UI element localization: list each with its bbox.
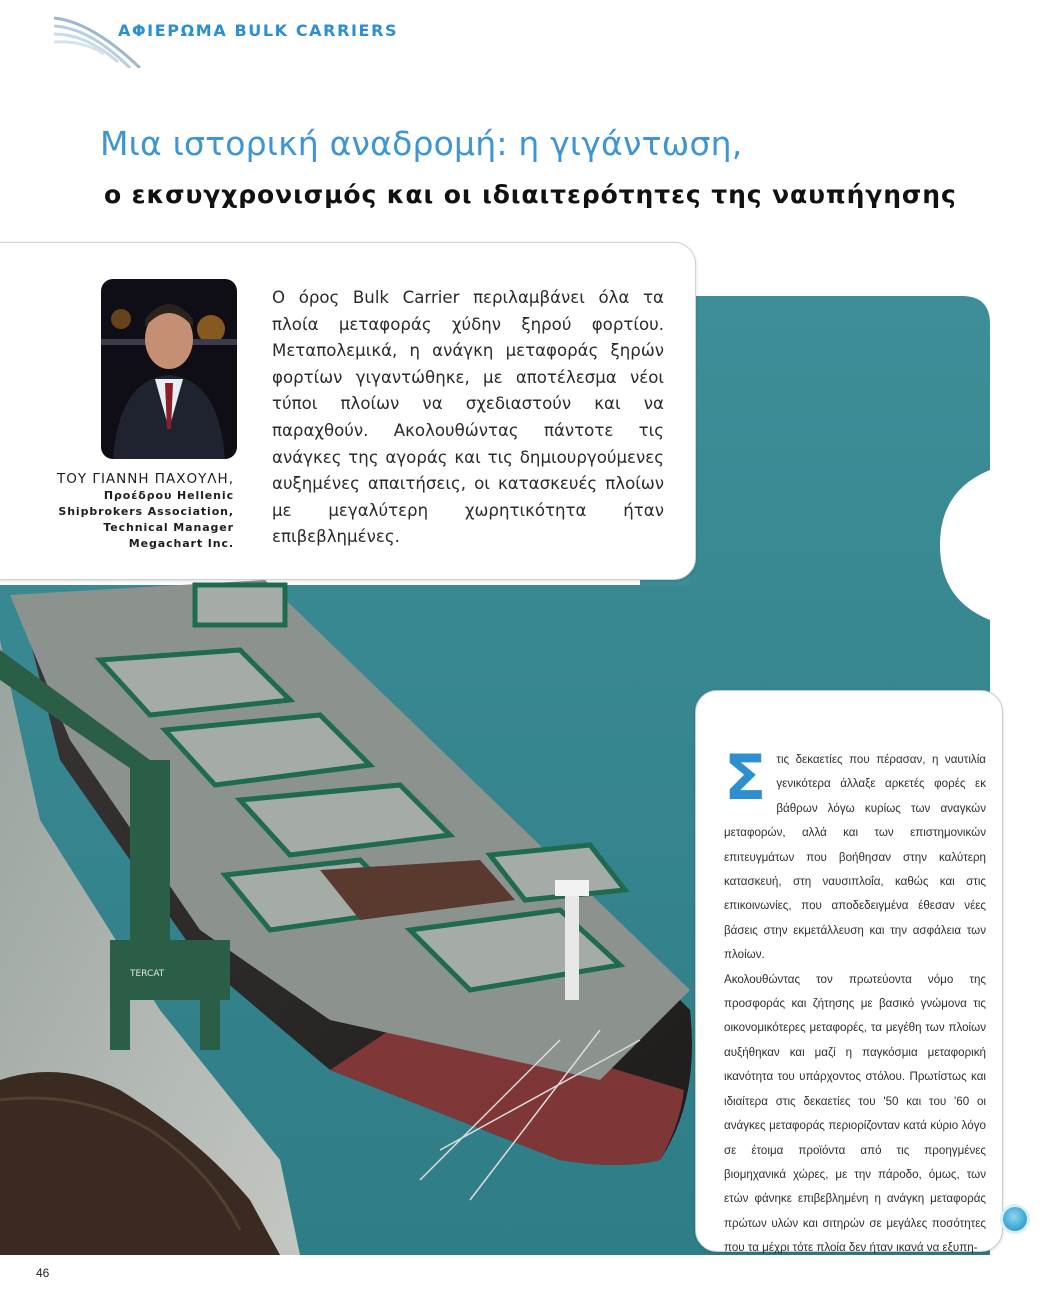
article-subtitle: ο εκσυγχρονισμός και οι ιδιαιτερότητες της ναυπήγησης xyxy=(104,180,957,209)
article-body xyxy=(724,741,986,1261)
continue-marker-icon xyxy=(1000,1204,1030,1234)
body-paragraph-1: τις δεκαετίες που πέρασαν, η ναυτιλία γενικότερα άλλαξε αρκετές φορές εκ βάθρων λόγω κυρίως των αναγκών μεταφορών, αλλά και των επιστημονικών επιτευγμάτων που βοήθησαν στην καλύτερη κατασκευή, στη ναυσιπλοΐα, καθώς και στις επικοινωνίες, που αποδεδειγμένα έθεσαν νέες βάσεις στην εκμετάλλευση και την ασφάλεια των πλοίων. xyxy=(724,753,986,962)
author-name: ΤΟΥ ΓΙΑΝΝΗ ΠΑΧΟΥΛΗ, xyxy=(57,471,234,487)
body-paragraph-2: Ακολουθώντας τον πρωτεύοντα νόμο της προσφοράς και ζήτησης με βασικό γνώμονα τις οικονομικότερες μεταφορές, τα μεγέθη των πλοίων αυξήθηκαν και μαζί η παγκόσμια μεταφορική ικανότητα του υπάρχοντος στόλου. Πρωτίστως και ιδιαίτερα στις δεκαετίες του '50 και του '60 οι ανάγκες μεταφοράς περιορίζονταν κατά κύριο λόγο σε έτοιμα προϊόντα από τις προηγμένες βιομηχανικά χώρες, με την πάροδο, όμως, των ετών φάνηκε επιβεβλημένη η ανάγκη μεταφοράς πρώτων υλών και σιτηρών σε μεγάλες ποσότητες που τα μέχρι τότε πλοία δεν ήταν ικανά να εξυπη- xyxy=(724,972,986,1255)
author-byline xyxy=(48,470,234,552)
drop-cap: Σ xyxy=(724,741,767,814)
intro-paragraph: Ο όρος Bulk Carrier περιλαμβάνει όλα τα πλοία μεταφοράς χύδην ξηρού φορτίου. Μεταπολεμικά, η ανάγκη μεταφοράς ξηρών φορτίων γιγαντώθηκε, με αποτέλεσμα νέοι τύποι πλοίων να σχεδιαστούν και να παραχθούν. Ακολουθώντας πάντοτε τις ανάγκες της αγοράς και τις δημιουργούμενες αυξημένες απαιτήσεις, οι κατασκευές πλοίων με μεγαλύτερη χωρητικότητα ήταν επιβεβλημένες. xyxy=(272,288,664,547)
author-portrait xyxy=(101,279,237,459)
article-title: Μια ιστορική αναδρομή: η γιγάντωση, xyxy=(100,124,743,163)
section-label: ΑΦΙΕΡΩΜΑ BULK CARRIERS xyxy=(118,21,399,40)
author-role: Προέδρου Hellenic Shipbrokers Association, Technical Manager Megachart Inc. xyxy=(58,489,234,550)
crane-label: TERCAT xyxy=(130,969,165,979)
page-number: 46 xyxy=(36,1266,50,1280)
